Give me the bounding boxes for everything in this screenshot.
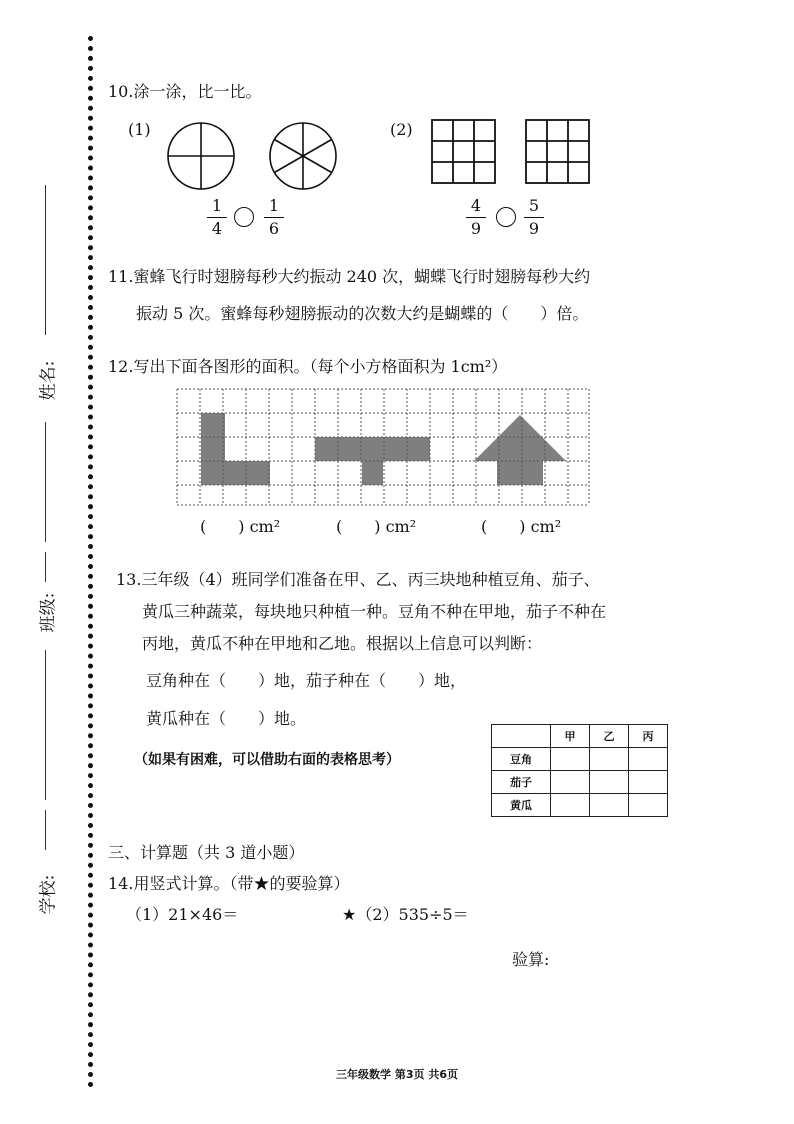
circle-sixths [270,123,336,189]
school-fill-line-top [45,810,46,850]
table-cell[interactable] [551,771,590,794]
class-label: 班级: [38,592,59,633]
class-fill-line-top [45,552,46,582]
table-header-row [492,725,668,748]
class-fill-line-bottom [45,650,46,800]
q13-hint: （如果有困难，可以借助右面的表格思考） [134,752,400,768]
table-cell[interactable] [590,771,629,794]
q14-part2: ★（2）535÷5＝ [342,905,469,924]
table-row [492,794,668,817]
check-label: 验算: [512,950,550,969]
table-cell[interactable] [629,794,668,817]
section3-heading: 三、计算题（共 3 道小题） [108,843,305,862]
q13-thinking-table [491,724,668,817]
name-fill-line-top [45,185,46,335]
circle-quarters [168,123,234,189]
table-cell[interactable] [551,794,590,817]
fraction-one-sixth: 1 6 [264,197,284,238]
q10-part1-label: (1) [128,120,151,139]
q12-answer-1[interactable]: ( ) cm² [200,517,281,536]
q14-part1: （1）21×46＝ [126,905,239,924]
table-cell[interactable] [551,748,590,771]
q10-part2-label: (2) [390,120,413,139]
q11-line1: 11.蜜蜂飞行时翅膀每秒大约振动 240 次，蝴蝶飞行时翅膀每秒大约 [108,267,591,286]
table-col-jia: 甲 [551,725,590,748]
q10-circles [165,120,345,192]
shape-step-shape [315,437,430,485]
table-row [492,771,668,794]
q13-line1: 13.三年级（4）班同学们准备在甲、乙、丙三块地种植豆角、茄子、 [116,570,600,589]
q13-line2: 黄瓜三种蔬菜，每块地只种植一种。豆角不种在甲地，茄子不种在 [142,602,607,621]
table-corner-cell [492,725,551,748]
q13-fill-line1[interactable]: 豆角种在（ ）地，茄子种在（ ）地， [146,671,467,690]
shape-l-shape [201,413,270,485]
q11-line2: 振动 5 次。蜜蜂每秒翅膀振动的次数大约是蝴蝶的（ ）倍。 [136,304,589,323]
table-cell[interactable] [629,771,668,794]
table-cell[interactable] [590,794,629,817]
q10-title: 10.涂一涂，比一比。 [108,82,262,101]
table-row-huanggua: 黄瓜 [492,794,551,817]
table-row [492,748,668,771]
q12-area-grid [175,387,591,507]
q13-line3: 丙地，黄瓜不种在甲地和乙地。根据以上信息可以判断： [142,634,543,653]
table-col-yi: 乙 [590,725,629,748]
shape-arrow-shape [474,415,566,485]
table-cell[interactable] [629,748,668,771]
grid-ninths-right [526,120,589,183]
name-fill-line-bottom [45,422,46,542]
q14-title: 14.用竖式计算。（带★的要验算） [108,874,350,893]
table-cell[interactable] [590,748,629,771]
q12-answer-3[interactable]: ( ) cm² [481,517,562,536]
school-label: 学校: [38,874,59,915]
table-row-doujiao: 豆角 [492,748,551,771]
compare-circle-1[interactable] [234,207,254,227]
q12-answer-2[interactable]: ( ) cm² [336,517,417,536]
page-footer: 三年级数学 第3页 共6页 [336,1068,458,1081]
q12-title: 12.写出下面各图形的面积。（每个小方格面积为 1cm²） [108,357,508,376]
fraction-one-quarter: 1 4 [207,197,227,238]
fraction-five-ninths: 5 9 [524,197,544,238]
grid-ninths-left [432,120,495,183]
q10-grids [428,118,598,188]
fraction-four-ninths: 4 9 [466,197,486,238]
q13-fill-line2[interactable]: 黄瓜种在（ ）地。 [146,709,307,728]
name-label: 姓名: [38,360,59,401]
table-col-bing: 丙 [629,725,668,748]
table-row-qiezi: 茄子 [492,771,551,794]
binding-dotted-line [88,36,93,1088]
compare-circle-2[interactable] [496,207,516,227]
